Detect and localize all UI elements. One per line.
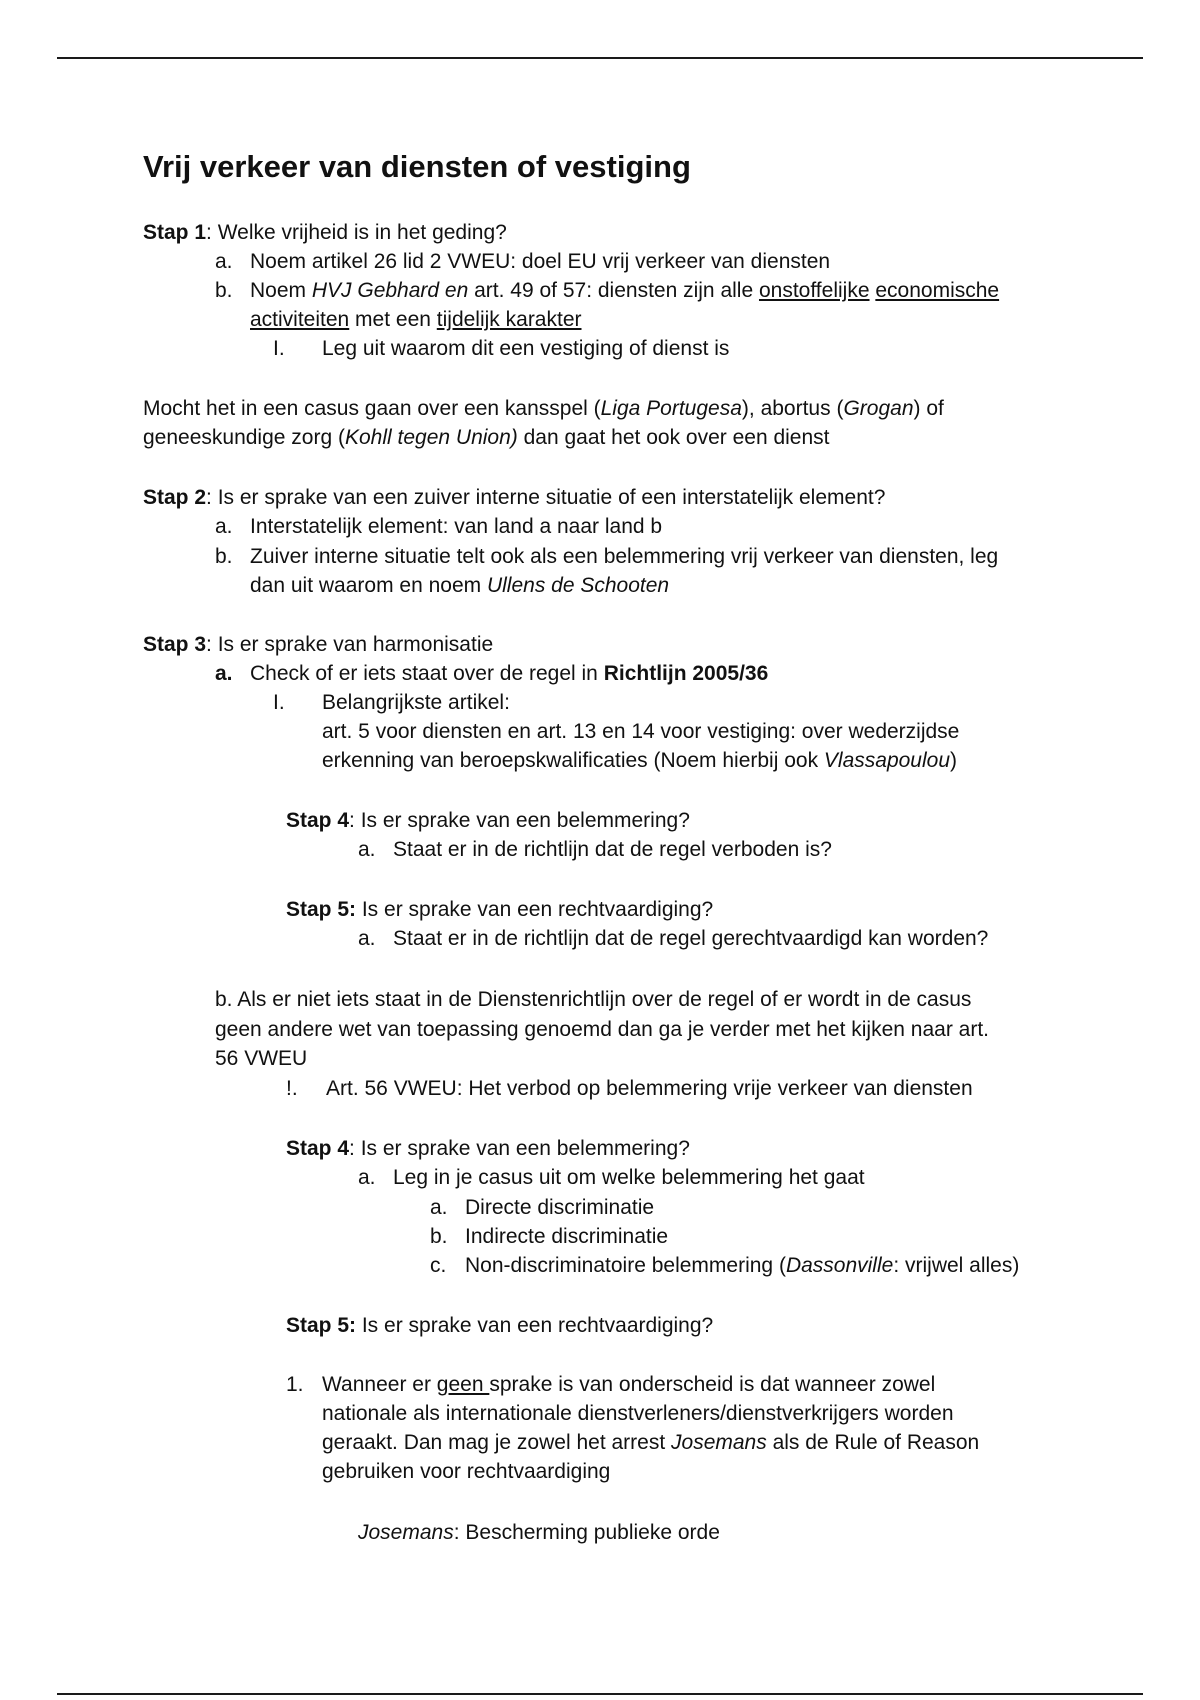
step2-question: : Is er sprake van een zuiver interne situatie of een interstatelijk element? bbox=[206, 486, 886, 509]
step5b-question: Is er sprake van een rechtvaardiging? bbox=[356, 1314, 714, 1337]
step3-i-pre: erkenning van beroepskwalificaties (Noem hierbij ook bbox=[322, 749, 824, 772]
case-vlassapoulou: Vlassapoulou bbox=[823, 749, 951, 772]
option-b-line1: b. Als er niet iets staat in de Dienstenrichtlijn over de regel of er wordt in de casus bbox=[215, 988, 972, 1011]
step3-a-marker: a. bbox=[215, 662, 233, 685]
point1-line1 bbox=[322, 1370, 935, 1399]
step1-b-line2 bbox=[250, 305, 582, 334]
step2-a-marker: a. bbox=[215, 515, 233, 538]
term-activiteiten: activiteiten bbox=[250, 308, 350, 331]
list-item-directe: Directe discriminatie bbox=[465, 1196, 655, 1219]
step4b-label: Stap 4 bbox=[286, 1137, 350, 1160]
option-b-line3: 56 VWEU bbox=[215, 1047, 308, 1070]
step1-a-text: Noem artikel 26 lid 2 VWEU: doel EU vrij verkeer van diensten bbox=[250, 250, 831, 273]
case-dassonville: Dassonville bbox=[785, 1254, 894, 1277]
step1-b-marker: b. bbox=[215, 279, 233, 302]
point1-pre: Wanneer er bbox=[322, 1373, 437, 1396]
step3-i-line3 bbox=[322, 746, 957, 775]
step5b-label: Stap 5: bbox=[286, 1314, 357, 1337]
option-b-line2: geen andere wet van toepassing genoemd dan ga je verder met het kijken naar art. bbox=[215, 1018, 989, 1041]
point1-line3a: geraakt. Dan mag je zowel het arrest bbox=[322, 1431, 672, 1454]
page-title: Vrij verkeer van diensten of vestiging bbox=[143, 149, 691, 184]
step2-heading bbox=[143, 483, 885, 512]
step2-b-line2 bbox=[250, 571, 669, 600]
step4b-heading bbox=[286, 1134, 690, 1163]
step4b-a-text: Leg in je casus uit om welke belemmering het gaat bbox=[393, 1166, 865, 1189]
step2-b-marker: b. bbox=[215, 545, 233, 568]
step5a-label: Stap 5: bbox=[286, 898, 357, 921]
note-t1: Mocht het in een casus gaan over een kansspel ( bbox=[143, 397, 601, 420]
c-post: : vrijwel alles) bbox=[893, 1254, 1020, 1277]
step4b-question: : Is er sprake van een belemmering? bbox=[349, 1137, 690, 1160]
step1-i-text: Leg uit waarom dit een vestiging of dienst is bbox=[322, 337, 730, 360]
note-t3: ) of bbox=[913, 397, 944, 420]
step1-b-line1 bbox=[250, 276, 999, 305]
step5a-question: Is er sprake van een rechtvaardiging? bbox=[356, 898, 714, 921]
josemans-text: : Bescherming publieke orde bbox=[453, 1521, 720, 1544]
step2-label: Stap 2 bbox=[143, 486, 207, 509]
note-line2 bbox=[143, 423, 830, 452]
step4a-question: : Is er sprake van een belemmering? bbox=[349, 809, 690, 832]
case-ullens: Ullens de Schooten bbox=[486, 574, 670, 597]
case-gebhard: HVJ Gebhard en bbox=[311, 279, 469, 302]
term-onstoffelijke: onstoffelijke bbox=[758, 279, 870, 302]
list-item-marker: a. bbox=[430, 1196, 448, 1219]
term-geen: geen bbox=[436, 1373, 490, 1396]
case-josemans: Josemans bbox=[671, 1431, 767, 1454]
step4a-a-text: Staat er in de richtlijn dat de regel verboden is? bbox=[393, 838, 832, 861]
list-item-marker: b. bbox=[430, 1225, 448, 1248]
case-josemans-label: Josemans bbox=[358, 1521, 454, 1544]
footer-rule bbox=[57, 1693, 1143, 1695]
step5a-a-marker: a. bbox=[358, 927, 376, 950]
term-economische: economische bbox=[875, 279, 1000, 302]
step3-a-pre: Check of er iets staat over de regel in bbox=[250, 662, 604, 685]
point1-marker: 1. bbox=[286, 1373, 304, 1396]
note-t5: dan gaat het ook over een dienst bbox=[517, 426, 830, 449]
step1-b-mid2: met een bbox=[349, 308, 437, 331]
note-line1 bbox=[143, 394, 944, 423]
note-t4: geneeskundige zorg ( bbox=[143, 426, 345, 449]
note-t2: ), abortus ( bbox=[741, 397, 844, 420]
step5a-a-text: Staat er in de richtlijn dat de regel gerechtvaardigd kan worden? bbox=[393, 927, 989, 950]
step5a-heading bbox=[286, 895, 713, 924]
richtlijn-ref: Richtlijn 2005/36 bbox=[603, 662, 769, 685]
option-b-i-text: Art. 56 VWEU: Het verbod op belemmering vrije verkeer van diensten bbox=[326, 1077, 973, 1100]
point1-line3 bbox=[322, 1428, 979, 1457]
case-kohll: Kohll tegen Union) bbox=[344, 426, 518, 449]
step4a-label: Stap 4 bbox=[286, 809, 350, 832]
step4a-heading bbox=[286, 806, 690, 835]
step3-a-text bbox=[250, 659, 768, 688]
c-pre: Non-discriminatoire belemmering ( bbox=[465, 1254, 786, 1277]
point1-post: sprake is van onderscheid is dat wanneer zowel bbox=[489, 1373, 936, 1396]
step4b-a-marker: a. bbox=[358, 1166, 376, 1189]
step3-i-line2: art. 5 voor diensten en art. 13 en 14 voor vestiging: over wederzijdse bbox=[322, 720, 960, 743]
step3-i-line1: Belangrijkste artikel: bbox=[322, 691, 510, 714]
case-grogan: Grogan bbox=[843, 397, 914, 420]
step3-i-close: ) bbox=[950, 749, 958, 772]
step2-a-text: Interstatelijk element: van land a naar land b bbox=[250, 515, 663, 538]
option-b-i-marker: !. bbox=[286, 1077, 298, 1100]
josemans-note bbox=[358, 1518, 720, 1547]
step3-heading bbox=[143, 630, 493, 659]
step1-b-mid: art. 49 of 57: diensten zijn alle bbox=[468, 279, 759, 302]
step2-b-text2: dan uit waarom en noem bbox=[250, 574, 487, 597]
list-item-non-discriminatoire bbox=[465, 1251, 1019, 1280]
step2-b-line1: Zuiver interne situatie telt ook als een belemmering vrij verkeer van diensten, leg bbox=[250, 545, 999, 568]
step1-heading bbox=[143, 218, 507, 247]
step1-i-marker: I. bbox=[273, 337, 285, 360]
step4a-a-marker: a. bbox=[358, 838, 376, 861]
list-item-indirecte: Indirecte discriminatie bbox=[465, 1225, 669, 1248]
step3-label: Stap 3 bbox=[143, 633, 207, 656]
step1-b-pre: Noem bbox=[250, 279, 312, 302]
point1-line3b: als de Rule of Reason bbox=[766, 1431, 980, 1454]
case-liga-portugesa: Liga Portugesa bbox=[600, 397, 742, 420]
header-rule bbox=[57, 57, 1143, 59]
list-item-marker: c. bbox=[430, 1254, 447, 1277]
term-tijdelijk-karakter: tijdelijk karakter bbox=[436, 308, 582, 331]
point1-line4: gebruiken voor rechtvaardiging bbox=[322, 1460, 611, 1483]
step1-label: Stap 1 bbox=[143, 221, 207, 244]
step5b-heading bbox=[286, 1311, 713, 1340]
step1-a-marker: a. bbox=[215, 250, 233, 273]
point1-line2: nationale als internationale dienstverleners/dienstverkrijgers worden bbox=[322, 1402, 954, 1425]
step3-i-marker: I. bbox=[273, 691, 285, 714]
step1-question: : Welke vrijheid is in het geding? bbox=[206, 221, 507, 244]
step3-question: : Is er sprake van harmonisatie bbox=[206, 633, 494, 656]
